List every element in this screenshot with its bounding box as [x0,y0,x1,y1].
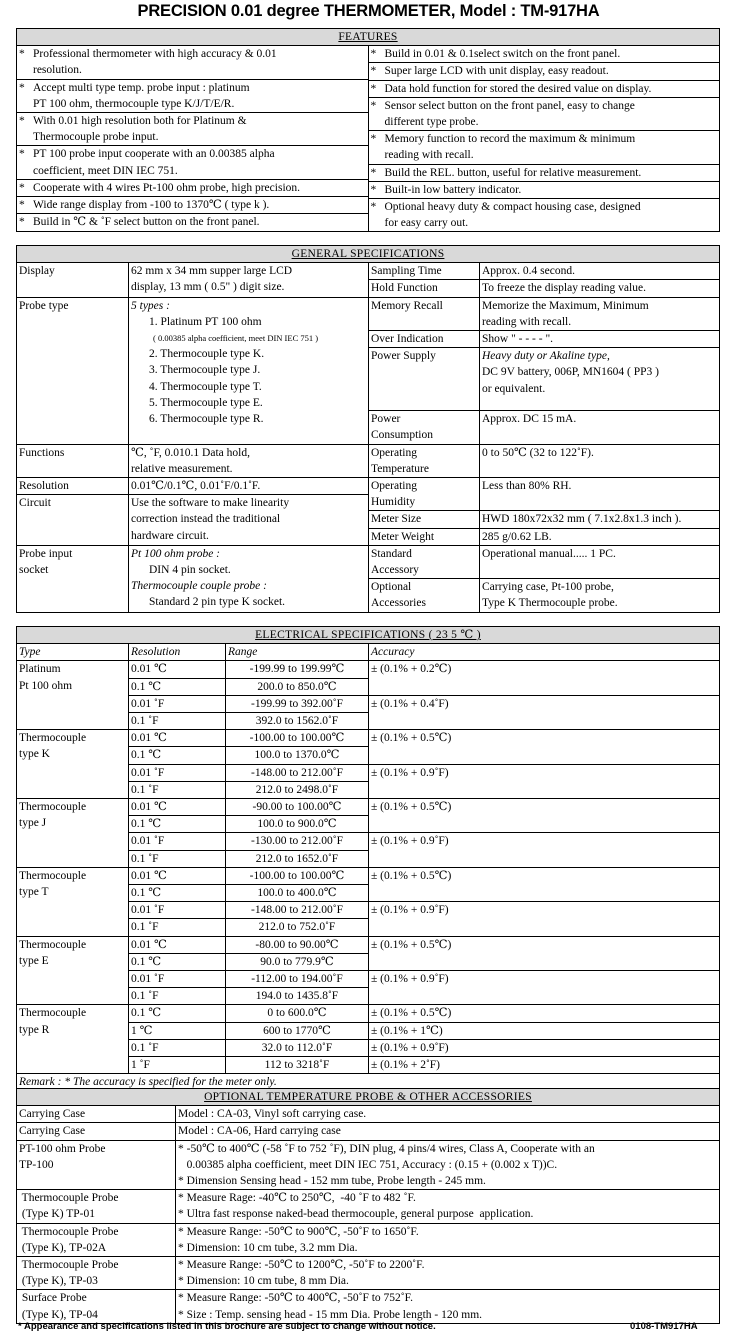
probe-type-cell: Thermocouple type T [17,867,129,936]
feature-item [369,63,720,80]
accessory-description: Model : CA-03, Vinyl soft carrying case. [176,1106,720,1123]
bullet-star: * [370,133,377,146]
bullet-star: * [19,48,25,61]
over-value: Show " - - - - ". [480,331,720,348]
std-acc-value: Operational manual..... 1 PC. [480,545,720,578]
resolution-cell: 0.01 ˚F [129,764,226,781]
feature-item [369,165,720,182]
functions-label: Functions [17,444,129,477]
col-resolution: Resolution [129,644,226,661]
accuracy-cell: ± (0.1% + 0.5℃) [369,1005,720,1022]
power-label: Power Supply [369,348,480,411]
bullet-star: * [19,199,25,212]
consumption-label: Power Consumption [369,411,480,444]
accessory-name: Thermocouple Probe (Type K), TP-03 [17,1257,176,1290]
resolution-cell: 0.01 ˚F [129,902,226,919]
consumption-value: Approx. DC 15 mA. [480,411,720,444]
electrical-row [17,936,720,953]
resolution-cell: 0.01 ˚F [129,971,226,988]
range-cell: -199.99 to 199.99℃ [226,661,369,678]
bullet-star: * [19,181,25,194]
probe-type-cell: Thermocouple type J [17,799,129,868]
range-cell: -112.00 to 194.00˚F [226,971,369,988]
weight-value: 285 g/0.62 LB. [480,528,720,545]
size-label: Meter Size [369,511,480,528]
electrical-specifications-section [16,626,720,1091]
resolution-label: Resolution [17,478,129,495]
feature-text: Memory function to record the maximum & minimum reading with recall. [384,133,636,162]
feature-item [369,199,720,231]
col-type: Type [17,644,129,661]
feature-item [17,197,368,214]
power-value: Heavy duty or Akaline type, DC 9V battery, 006P, MN1604 ( PP3 ) or equivalent. [480,348,720,411]
accessory-name: Carrying Case [17,1123,176,1140]
electrical-row [17,661,720,678]
range-cell: 212.0 to 752.0˚F [226,919,369,936]
socket-value: Pt 100 ohm probe : DIN 4 pin socket. Thermocouple couple probe : Standard 2 pin type K socket. [129,545,369,612]
bullet-star: * [370,166,377,179]
general-header: GENERAL SPECIFICATIONS [17,246,720,263]
feature-item [17,80,368,113]
range-cell: -100.00 to 100.00℃ [226,730,369,747]
accuracy-cell: ± (0.1% + 2˚F) [369,1057,720,1074]
accuracy-cell: ± (0.1% + 0.9˚F) [369,902,720,936]
col-range: Range [226,644,369,661]
resolution-cell: 0.1 ˚F [129,919,226,936]
op-temp-label: Operating Temperature [369,444,480,477]
accessory-description: * Measure Range: -50℃ to 900℃, -50˚F to 1650˚F. * Dimension: 10 cm tube, 3.2 mm Dia. [176,1223,720,1256]
accuracy-cell: ± (0.1% + 0.5℃) [369,936,720,970]
feature-item [17,180,368,197]
feature-item [369,81,720,98]
feature-item [369,182,720,199]
page-title: PRECISION 0.01 degree THERMOMETER, Model : TM-917HA [137,2,600,20]
col-accuracy: Accuracy [369,644,720,661]
resolution-cell: 0.01 ˚F [129,695,226,712]
range-cell: 100.0 to 400.0℃ [226,885,369,902]
features-right-column [368,46,720,232]
range-cell: 212.0 to 1652.0˚F [226,850,369,867]
resolution-cell: 0.01 ℃ [129,799,226,816]
accessory-description: * Measure Range: -50℃ to 1200℃, -50˚F to 2200˚F. * Dimension: 10 cm tube, 8 mm Dia. [176,1257,720,1290]
range-cell: 90.0 to 779.9℃ [226,953,369,970]
resolution-cell: 0.01 ℃ [129,867,226,884]
std-acc-label: Standard Accessory [369,545,480,578]
size-value: HWD 180x72x32 mm ( 7.1x2.8x1.3 inch ). [480,511,720,528]
accessory-name: Surface Probe (Type K), TP-04 [17,1290,176,1323]
hold-value: To freeze the display reading value. [480,280,720,297]
resolution-cell: 0.1 ˚F [129,713,226,730]
range-cell: 212.0 to 2498.0˚F [226,781,369,798]
range-cell: 100.0 to 1370.0℃ [226,747,369,764]
range-cell: 0 to 600.0℃ [226,1005,369,1022]
accuracy-cell: ± (0.1% + 0.5℃) [369,799,720,833]
feature-text: Built-in low battery indicator. [384,183,522,196]
general-specifications-section [16,245,720,613]
feature-text: Optional heavy duty & compact housing case, designed for easy carry out. [384,201,641,230]
memory-value: Memorize the Maximum, Minimum reading with recall. [480,297,720,330]
optional-accessories-section [16,1088,720,1324]
feature-text: Build in ℃ & ˚F select button on the front panel. [33,216,260,229]
accuracy-cell: ± (0.1% + 1℃) [369,1022,720,1039]
display-label: Display [17,263,129,297]
op-hum-label: Operating Humidity [369,478,480,511]
accuracy-cell: ± (0.1% + 0.9˚F) [369,1039,720,1056]
accuracy-cell: ± (0.1% + 0.5℃) [369,730,720,764]
resolution-cell: 1 ˚F [129,1057,226,1074]
feature-text: PT 100 probe input cooperate with an 0.00385 alpha coefficient, meet DIN IEC 751. [33,148,275,177]
feature-text: Professional thermometer with high accuracy & 0.01 resolution. [33,48,277,77]
features-section [16,28,720,232]
resolution-cell: 0.1 ˚F [129,988,226,1005]
bullet-star: * [370,183,377,196]
electrical-row [17,1005,720,1022]
accessory-row [17,1123,720,1140]
resolution-cell: 0.01 ℃ [129,730,226,747]
range-cell: 100.0 to 900.0℃ [226,816,369,833]
probe-type-cell: Thermocouple type E [17,936,129,1005]
accuracy-cell: ± (0.1% + 0.9˚F) [369,971,720,1005]
accessory-name: Thermocouple Probe (Type K), TP-02A [17,1223,176,1256]
resolution-cell: 0.1 ℃ [129,747,226,764]
feature-text: Data hold function for stored the desired value on display. [384,82,652,95]
resolution-cell: 0.1 ℃ [129,1005,226,1022]
resolution-cell: 0.1 ˚F [129,850,226,867]
accuracy-cell: ± (0.1% + 0.9˚F) [369,833,720,867]
electrical-header: ELECTRICAL SPECIFICATIONS ( 23 5 ℃ ) [17,627,720,644]
feature-item [17,146,368,179]
range-cell: -148.00 to 212.00˚F [226,764,369,781]
accessory-description: Model : CA-06, Hard carrying case [176,1123,720,1140]
resolution-value: 0.01℃/0.1℃, 0.01˚F/0.1˚F. [129,478,369,495]
op-hum-value: Less than 80% RH. [480,478,720,511]
feature-item [17,46,368,79]
accessory-name: PT-100 ohm Probe TP-100 [17,1140,176,1190]
range-cell: 194.0 to 1435.8˚F [226,988,369,1005]
accuracy-cell: ± (0.1% + 0.2℃) [369,661,720,695]
electrical-row [17,867,720,884]
range-cell: 32.0 to 112.0˚F [226,1039,369,1056]
socket-label: Probe input socket [17,545,129,612]
resolution-cell: 0.1 ℃ [129,816,226,833]
functions-value: ℃, ˚F, 0.010.1 Data hold, relative measurement. [129,444,369,477]
resolution-cell: 0.01 ℃ [129,661,226,678]
bullet-star: * [370,82,377,95]
footer-note: * Appearance and specifications listed in this brochure are subject to change without notice. [18,1321,436,1332]
resolution-cell: 0.1 ℃ [129,953,226,970]
bullet-star: * [19,148,25,161]
feature-item [369,98,720,131]
range-cell: -148.00 to 212.00˚F [226,902,369,919]
accessory-row [17,1257,720,1290]
feature-text: Wide range display from -100 to 1370℃ ( type k ). [33,199,270,212]
circuit-value: Use the software to make linearity correction instead the traditional hardware circuit. [129,495,369,546]
range-cell: -90.00 to 100.00℃ [226,799,369,816]
feature-text: Super large LCD with unit display, easy readout. [384,65,609,78]
feature-text: Build the REL. button, useful for relative measurement. [384,166,642,179]
feature-item [369,46,720,63]
accessory-row [17,1223,720,1256]
op-temp-value: 0 to 50℃ (32 to 122˚F). [480,444,720,477]
feature-text: Accept multi type temp. probe input : platinum PT 100 ohm, thermocouple type K/J/T/E/R. [33,81,250,110]
electrical-row [17,799,720,816]
bullet-star: * [19,81,25,94]
probe-type-label: Probe type [17,297,129,444]
optional-header: OPTIONAL TEMPERATURE PROBE & OTHER ACCESSORIES [17,1089,720,1106]
resolution-cell: 0.1 ℃ [129,885,226,902]
bullet-star: * [19,216,25,229]
accessory-description: * -50℃ to 400℃ (-58 ˚F to 752 ˚F), DIN plug, 4 pins/4 wires, Class A, Cooperate with an 0.00385 alpha coefficient, meet DIN IEC 751, Accuracy : (0.15 + (0.002 x T))C. * Dimension Sensing head - 152 mm tube, Probe length - 245 mm. [176,1140,720,1190]
range-cell: -199.99 to 392.00˚F [226,695,369,712]
probe-type-value: 5 types : 1. Platinum PT 100 ohm ( 0.00385 alpha coefficient, meet DIN IEC 751 ) 2. Thermocouple type K. 3. Thermocouple type J. 4. Thermocouple type T. 5. Thermocouple type E. 6. Thermocouple type R. [129,297,369,444]
range-cell: 600 to 1770℃ [226,1022,369,1039]
over-label: Over Indication [369,331,480,348]
resolution-cell: 0.1 ℃ [129,678,226,695]
range-cell: -100.00 to 100.00℃ [226,867,369,884]
electrical-row [17,730,720,747]
remark-text: Remark : * The accuracy is specified for the meter only. [17,1074,720,1091]
hold-label: Hold Function [369,280,480,297]
display-value: 62 mm x 34 mm supper large LCD display, 13 mm ( 0.5" ) digit size. [129,263,369,297]
accessory-description: * Measure Rage: -40℃ to 250℃, -40 ˚F to 482 ˚F. * Ultra fast response naked-bead thermocouple, general purpose application. [176,1190,720,1223]
feature-item [17,214,368,230]
accuracy-cell: ± (0.1% + 0.9˚F) [369,764,720,798]
features-left-column [17,46,369,232]
range-cell: 200.0 to 850.0℃ [226,678,369,695]
bullet-star: * [370,201,377,214]
resolution-cell: 0.1 ˚F [129,781,226,798]
sampling-value: Approx. 0.4 second. [480,263,720,280]
resolution-cell: 0.1 ˚F [129,1039,226,1056]
circuit-label: Circuit [17,495,129,546]
feature-item [17,113,368,146]
range-cell: -130.00 to 212.00˚F [226,833,369,850]
probe-type-cell: Platinum Pt 100 ohm [17,661,129,730]
bullet-star: * [370,65,377,78]
feature-text: Build in 0.01 & 0.1select switch on the front panel. [384,48,621,61]
features-header: FEATURES [17,29,720,46]
bullet-star: * [370,48,377,61]
feature-text: Sensor select button on the front panel, easy to change different type probe. [384,99,635,129]
feature-item [369,131,720,164]
opt-acc-value: Carrying case, Pt-100 probe, Type K Thermocouple probe. [480,579,720,612]
memory-label: Memory Recall [369,297,480,330]
probe-type-cell: Thermocouple type R [17,1005,129,1074]
sampling-label: Sampling Time [369,263,480,280]
accessory-row [17,1140,720,1190]
accessory-name: Thermocouple Probe (Type K) TP-01 [17,1190,176,1223]
opt-acc-label: Optional Accessories [369,579,480,612]
feature-text: Cooperate with 4 wires Pt-100 ohm probe, high precision. [33,181,301,194]
accuracy-cell: ± (0.1% + 0.4˚F) [369,695,720,729]
accessory-row [17,1190,720,1223]
range-cell: -80.00 to 90.00℃ [226,936,369,953]
probe-type-cell: Thermocouple type K [17,730,129,799]
resolution-cell: 0.01 ˚F [129,833,226,850]
accessory-row [17,1106,720,1123]
resolution-cell: 0.01 ℃ [129,936,226,953]
range-cell: 112 to 3218˚F [226,1057,369,1074]
weight-label: Meter Weight [369,528,480,545]
accuracy-cell: ± (0.1% + 0.5℃) [369,867,720,901]
accessory-name: Carrying Case [17,1106,176,1123]
accessory-row [17,1290,720,1323]
range-cell: 392.0 to 1562.0˚F [226,713,369,730]
bullet-star: * [370,99,377,112]
feature-text: With 0.01 high resolution both for Platinum & Thermocouple probe input. [33,115,247,144]
accessory-description: * Measure Range: -50℃ to 400℃, -50˚F to 752˚F. * Size : Temp. sensing head - 15 mm Dia. Probe length - 120 mm. [176,1290,720,1323]
bullet-star: * [19,115,25,128]
footer-code: 0108-TM917HA [630,1321,698,1332]
resolution-cell: 1 ℃ [129,1022,226,1039]
